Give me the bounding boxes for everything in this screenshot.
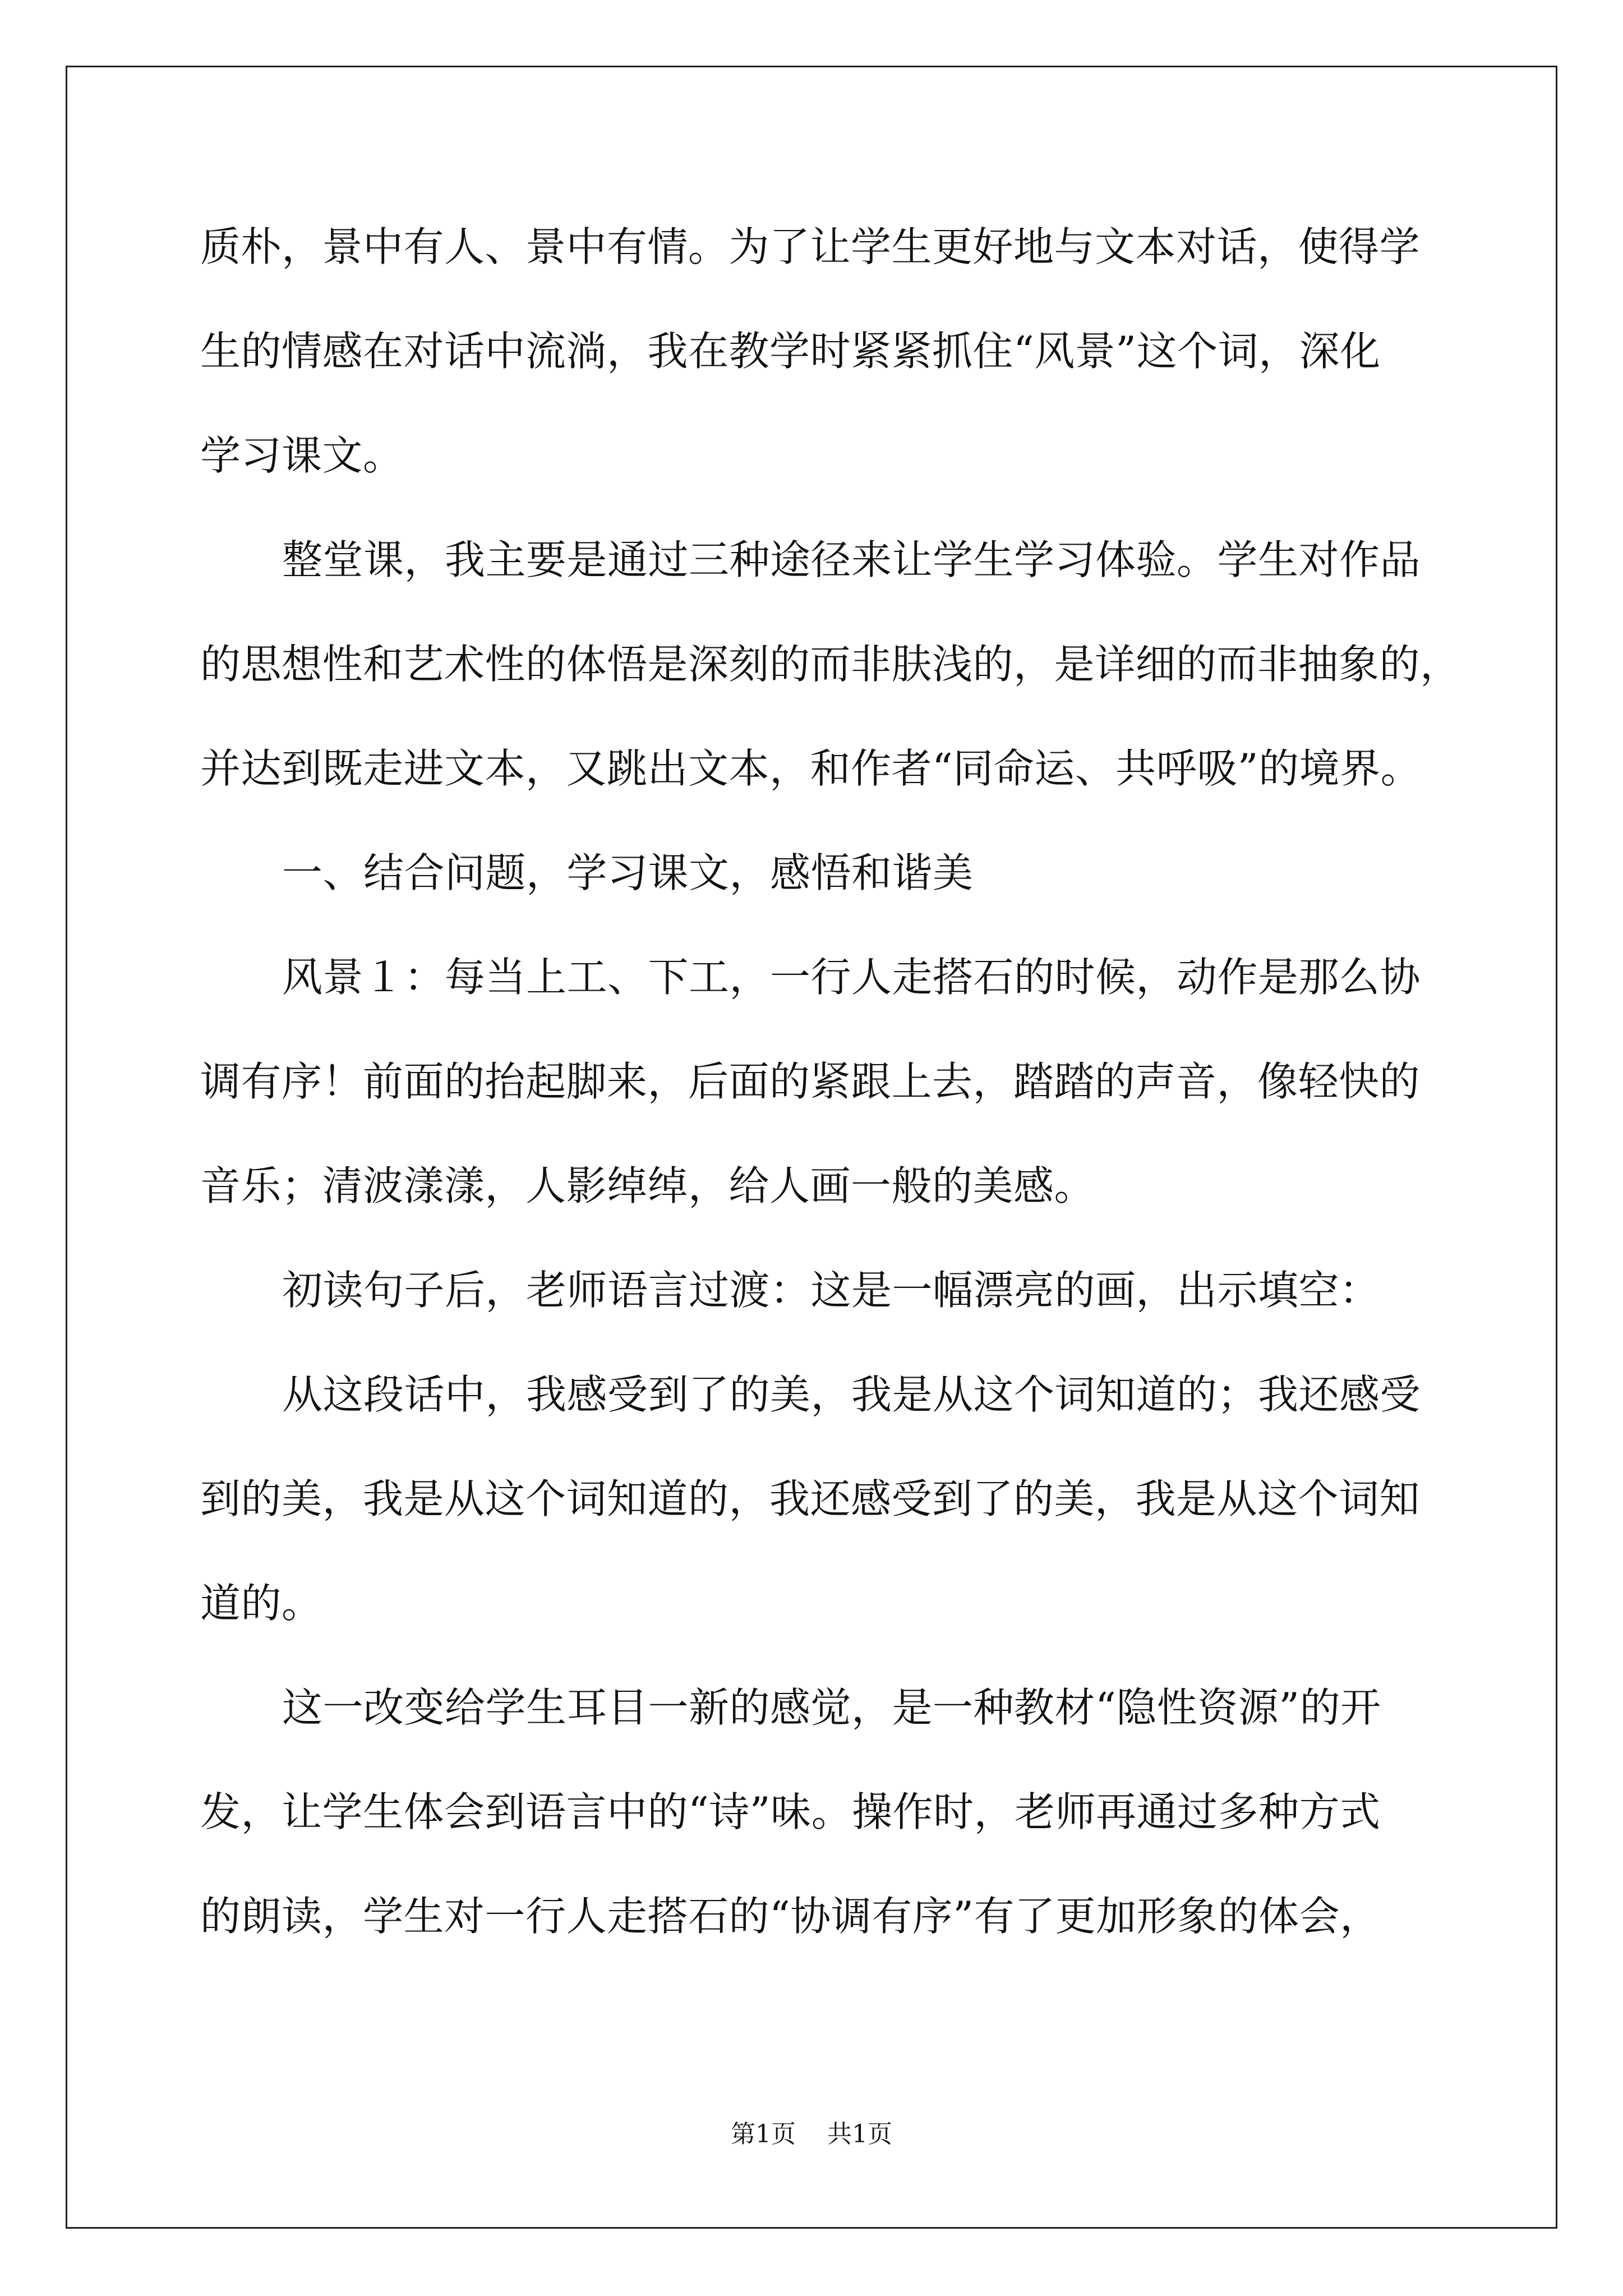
text-line: 风景１：每当上工、下工，一行人走搭石的时候，动作是那么协 (282, 954, 1421, 1001)
text-line: 音乐；清波漾漾，人影绰绰，给人画一般的美感。 (200, 1162, 1095, 1209)
text-line: 初读句子后，老师语言过渡：这是一幅漂亮的画，出示填空： (282, 1267, 1380, 1314)
text-line: 并达到既走进文本，又跳出文本，和作者“同命运、共呼吸”的境界。 (200, 745, 1422, 792)
text-line: 调有序！前面的抬起脚来，后面的紧跟上去，踏踏的声音，像轻快的 (200, 1058, 1421, 1105)
text-line: 发，让学生体会到语言中的“诗”味。操作时，老师再通过多种方式 (200, 1788, 1381, 1835)
text-line: 的朗读，学生对一行人走搭石的“协调有序”有了更加形象的体会， (200, 1893, 1381, 1940)
text-line: 学习课文。 (200, 432, 404, 479)
text-line: 生的情感在对话中流淌，我在教学时紧紧抓住“风景”这个词，深化 (200, 328, 1381, 375)
page-footer (0, 2118, 1623, 2151)
text-line: 质朴，景中有人、景中有情。为了让学生更好地与文本对话，使得学 (200, 223, 1421, 270)
text-line: 道的。 (200, 1580, 322, 1627)
page-number: 第1页 (731, 2120, 796, 2148)
text-line: 从这段话中，我感受到了的美，我是从这个词知道的；我还感受 (282, 1371, 1421, 1418)
text-line: 整堂课，我主要是通过三种途径来让学生学习体验。学生对作品 (282, 536, 1421, 583)
text-line: 到的美，我是从这个词知道的，我还感受到了的美，我是从这个词知 (200, 1475, 1421, 1522)
text-line: 的思想性和艺术性的体悟是深刻的而非肤浅的，是详细的而非抽象的， (200, 641, 1461, 688)
section-heading: 一、结合问题，学习课文，感悟和谐美 (282, 849, 974, 896)
text-line: 这一改变给学生耳目一新的感觉，是一种教材“隐性资源”的开 (282, 1684, 1381, 1731)
page-total: 共1页 (827, 2120, 892, 2148)
